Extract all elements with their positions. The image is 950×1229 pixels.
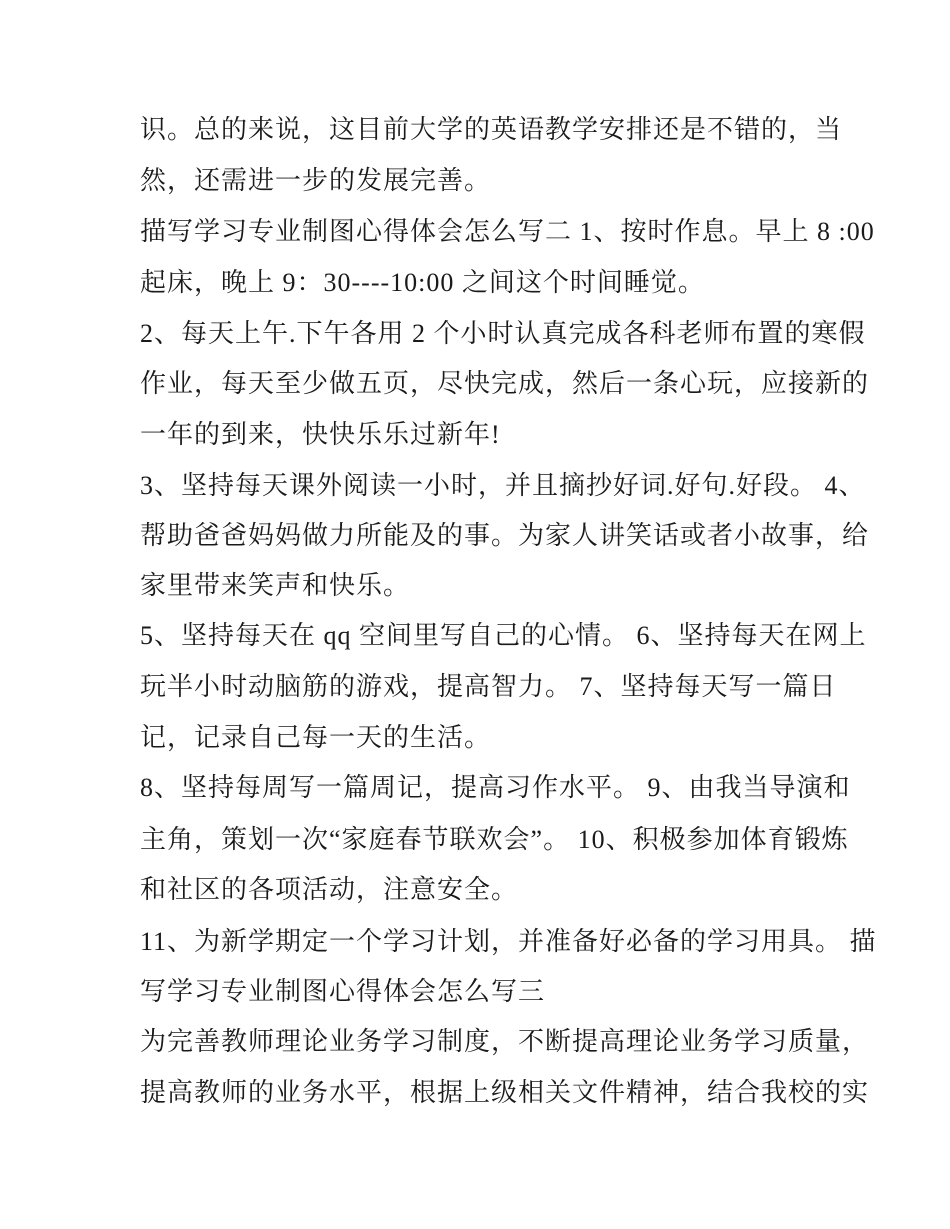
text-line: 帮助爸爸妈妈做力所能及的事。为家人讲笑话或者小故事，给 <box>140 521 870 550</box>
text-line: 2、每天上午.下午各用 2 个小时认真完成各科老师布置的寒假 <box>140 319 866 348</box>
text-line: 5、坚持每天在 qq 空间里写自己的心情。 6、坚持每天在网上 <box>140 621 867 650</box>
text-line: 起床，晚上 9：30----10:00 之间这个时间睡觉。 <box>140 268 705 297</box>
text-line: 和社区的各项活动，注意安全。 <box>140 875 519 904</box>
text-line: 3、坚持每天课外阅读一小时，并且摘抄好词.好句.好段。 4、 <box>140 471 866 500</box>
text-line: 写学习专业制图心得体会怎么写三 <box>140 977 546 1006</box>
text-line: 玩半小时动脑筋的游戏，提高智力。 7、坚持每天写一篇日 <box>140 672 837 701</box>
text-line: 记，记录自己每一天的生活。 <box>140 723 492 752</box>
text-line: 作业，每天至少做五页，尽快完成，然后一条心玩，应接新的 <box>140 369 870 398</box>
text-line: 8、坚持每周写一篇周记，提高习作水平。 9、由我当导演和 <box>140 773 851 802</box>
text-line: 11、为新学期定一个学习计划，并准备好必备的学习用具。 描 <box>140 927 877 956</box>
text-line: 识。总的来说，这目前大学的英语教学安排还是不错的，当 <box>140 115 843 144</box>
text-line: 然，还需进一步的发展完善。 <box>140 166 492 195</box>
text-line: 描写学习专业制图心得体会怎么写二 1、按时作息。早上 8 :00 <box>140 217 875 246</box>
text-line: 家里带来笑声和快乐。 <box>140 571 411 600</box>
text-line: 提高教师的业务水平，根据上级相关文件精神，结合我校的实 <box>140 1078 870 1107</box>
text-line: 主角，策划一次“家庭春节联欢会”。 10、积极参加体育锻炼 <box>140 825 849 854</box>
text-line: 为完善教师理论业务学习制度，不断提高理论业务学习质量， <box>140 1027 870 1056</box>
text-line: 一年的到来，快快乐乐过新年! <box>140 420 501 449</box>
